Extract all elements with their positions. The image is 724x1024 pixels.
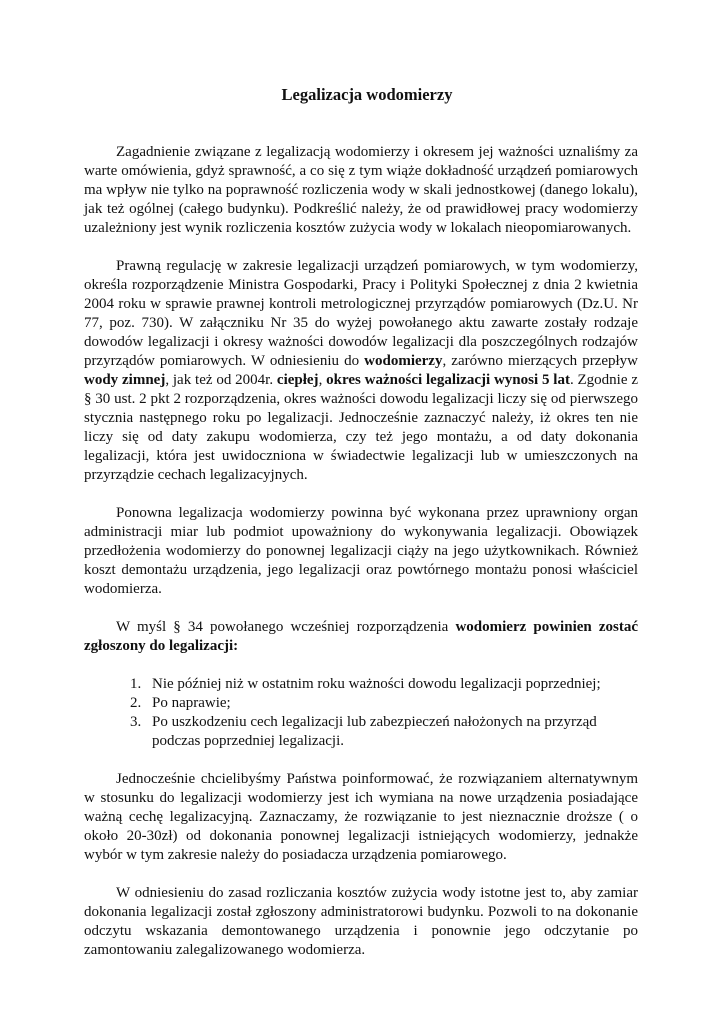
bold-segment: okres ważności legalizacji wynosi 5 lat <box>326 372 570 388</box>
paragraph-billing: W odniesieniu do zasad rozliczania kosztów zużycia wody istotne jest to, aby zamiar dokonania legalizacji został zgłoszony administratorowi budynku. Pozwoli to na dokonanie odczytu wskazania demontowanego urządzenia i ponownie jego odczytanie po zamontowaniu zalegalizowanego wodomierza. <box>84 885 638 958</box>
text-segment: , jak też od 2004r. <box>165 372 277 388</box>
list-item-text: Po uszkodzeniu cech legalizacji lub zabezpieczeń nałożonych na przyrząd podczas poprzedniej legalizacji. <box>152 714 597 749</box>
list-item <box>84 713 638 751</box>
bold-segment: wodomierz powinien zostać zgłoszony do legalizacji: <box>84 619 638 654</box>
paragraph-legal-basis <box>84 257 638 485</box>
paragraph-relegalization: Ponowna legalizacja wodomierzy powinna być wykonana przez uprawniony organ administracji miar lub podmiot upoważniony do wykonywania legalizacji. Obowiązek przedłożenia wodomierzy do ponownej legalizacji ciąży na jego użytkownikach. Również koszt demontażu urządzenia, jego legalizacji oraz powtórnego montażu ponosi właściciel wodomierza. <box>84 505 638 597</box>
text-segment: . Zgodnie z § 30 ust. 2 pkt 2 rozporządzenia, okres ważności dowodu legalizacji liczy się od pierwszego stycznia następnego roku po legalizacji. Jednocześnie zaznaczyć należy, iż okres ten nie liczy się od daty zakupu wodomierza, czy też jego montażu, a od daty dokonania legalizacji, która jest uwidoczniona w świadectwie legalizacji lub w umieszczonych na przyrządzie cechach legalizacyjnych. <box>84 372 638 483</box>
list-item <box>84 694 638 713</box>
bold-segment: ciepłej <box>276 372 319 388</box>
list-number: 3. <box>130 714 142 730</box>
paragraph-intro: Zagadnienie związane z legalizacją wodomierzy i okresem jej ważności uznaliśmy za warte omówienia, gdyż sprawność, a co się z tym wiąże dokładność urządzeń pomiarowych ma wpływ nie tylko na poprawność rozliczenia wody w skali jednostkowej (danego lokalu), jak też ogólnej (całego budynku). Podkreślić należy, że od prawidłowej pracy wodomierzy uzależniony jest wynik rozliczenia kosztów zużycia wody w lokalach nieopomiarowanych. <box>84 144 638 236</box>
text-segment: , zarówno mierzących przepływ <box>442 353 639 369</box>
text-segment: Prawną regulację w zakresie legalizacji urządzeń pomiarowych, w tym wodomierzy, określa rozporządzenie Ministra Gospodarki, Pracy i Polityki Społecznej z dnia 2 kwietnia 2004 roku w sprawie prawnej kontroli metrologicznej przyrządów pomiarowych (Dz.U. Nr 77, poz. 730). W załączniku Nr 35 do wyżej powołanego aktu zawarte zostały rodzaje dowodów legalizacji i okresy ważności dowodów legalizacji dla poszczególnych rodzajów przyrządów pomiarowych. W odniesieniu do <box>84 258 638 369</box>
paragraph-alternative: Jednocześnie chcielibyśmy Państwa poinformować, że rozwiązaniem alternatywnym w stosunku do legalizacji wodomierzy jest ich wymiana na nowe urządzenia posiadające ważną cechę legalizacyjną. Zaznaczamy, że rozwiązanie to jest nieznacznie droższe ( o około 20-30zł) od dokonania ponownej legalizacji istniejących wodomierzy, jednakże wybór w tym zakresie należy do posiadacza urządzenia pomiarowego. <box>84 771 638 863</box>
conditions-list <box>84 675 638 751</box>
list-number: 1. <box>130 676 142 692</box>
list-item-text: Po naprawie; <box>152 695 231 711</box>
list-item <box>84 675 638 694</box>
document-title: Legalizacja wodomierzy <box>281 85 453 104</box>
text-segment: W myśl § 34 powołanego wcześniej rozporządzenia <box>116 619 456 635</box>
text-segment: , <box>318 372 327 388</box>
list-number: 2. <box>130 695 142 711</box>
list-item-text: Nie później niż w ostatnim roku ważności dowodu legalizacji poprzedniej; <box>152 676 601 692</box>
bold-segment: wodomierzy <box>364 353 443 369</box>
paragraph-regulation-34 <box>84 618 638 656</box>
document-page <box>84 85 638 979</box>
bold-segment: wody zimnej <box>84 372 166 388</box>
